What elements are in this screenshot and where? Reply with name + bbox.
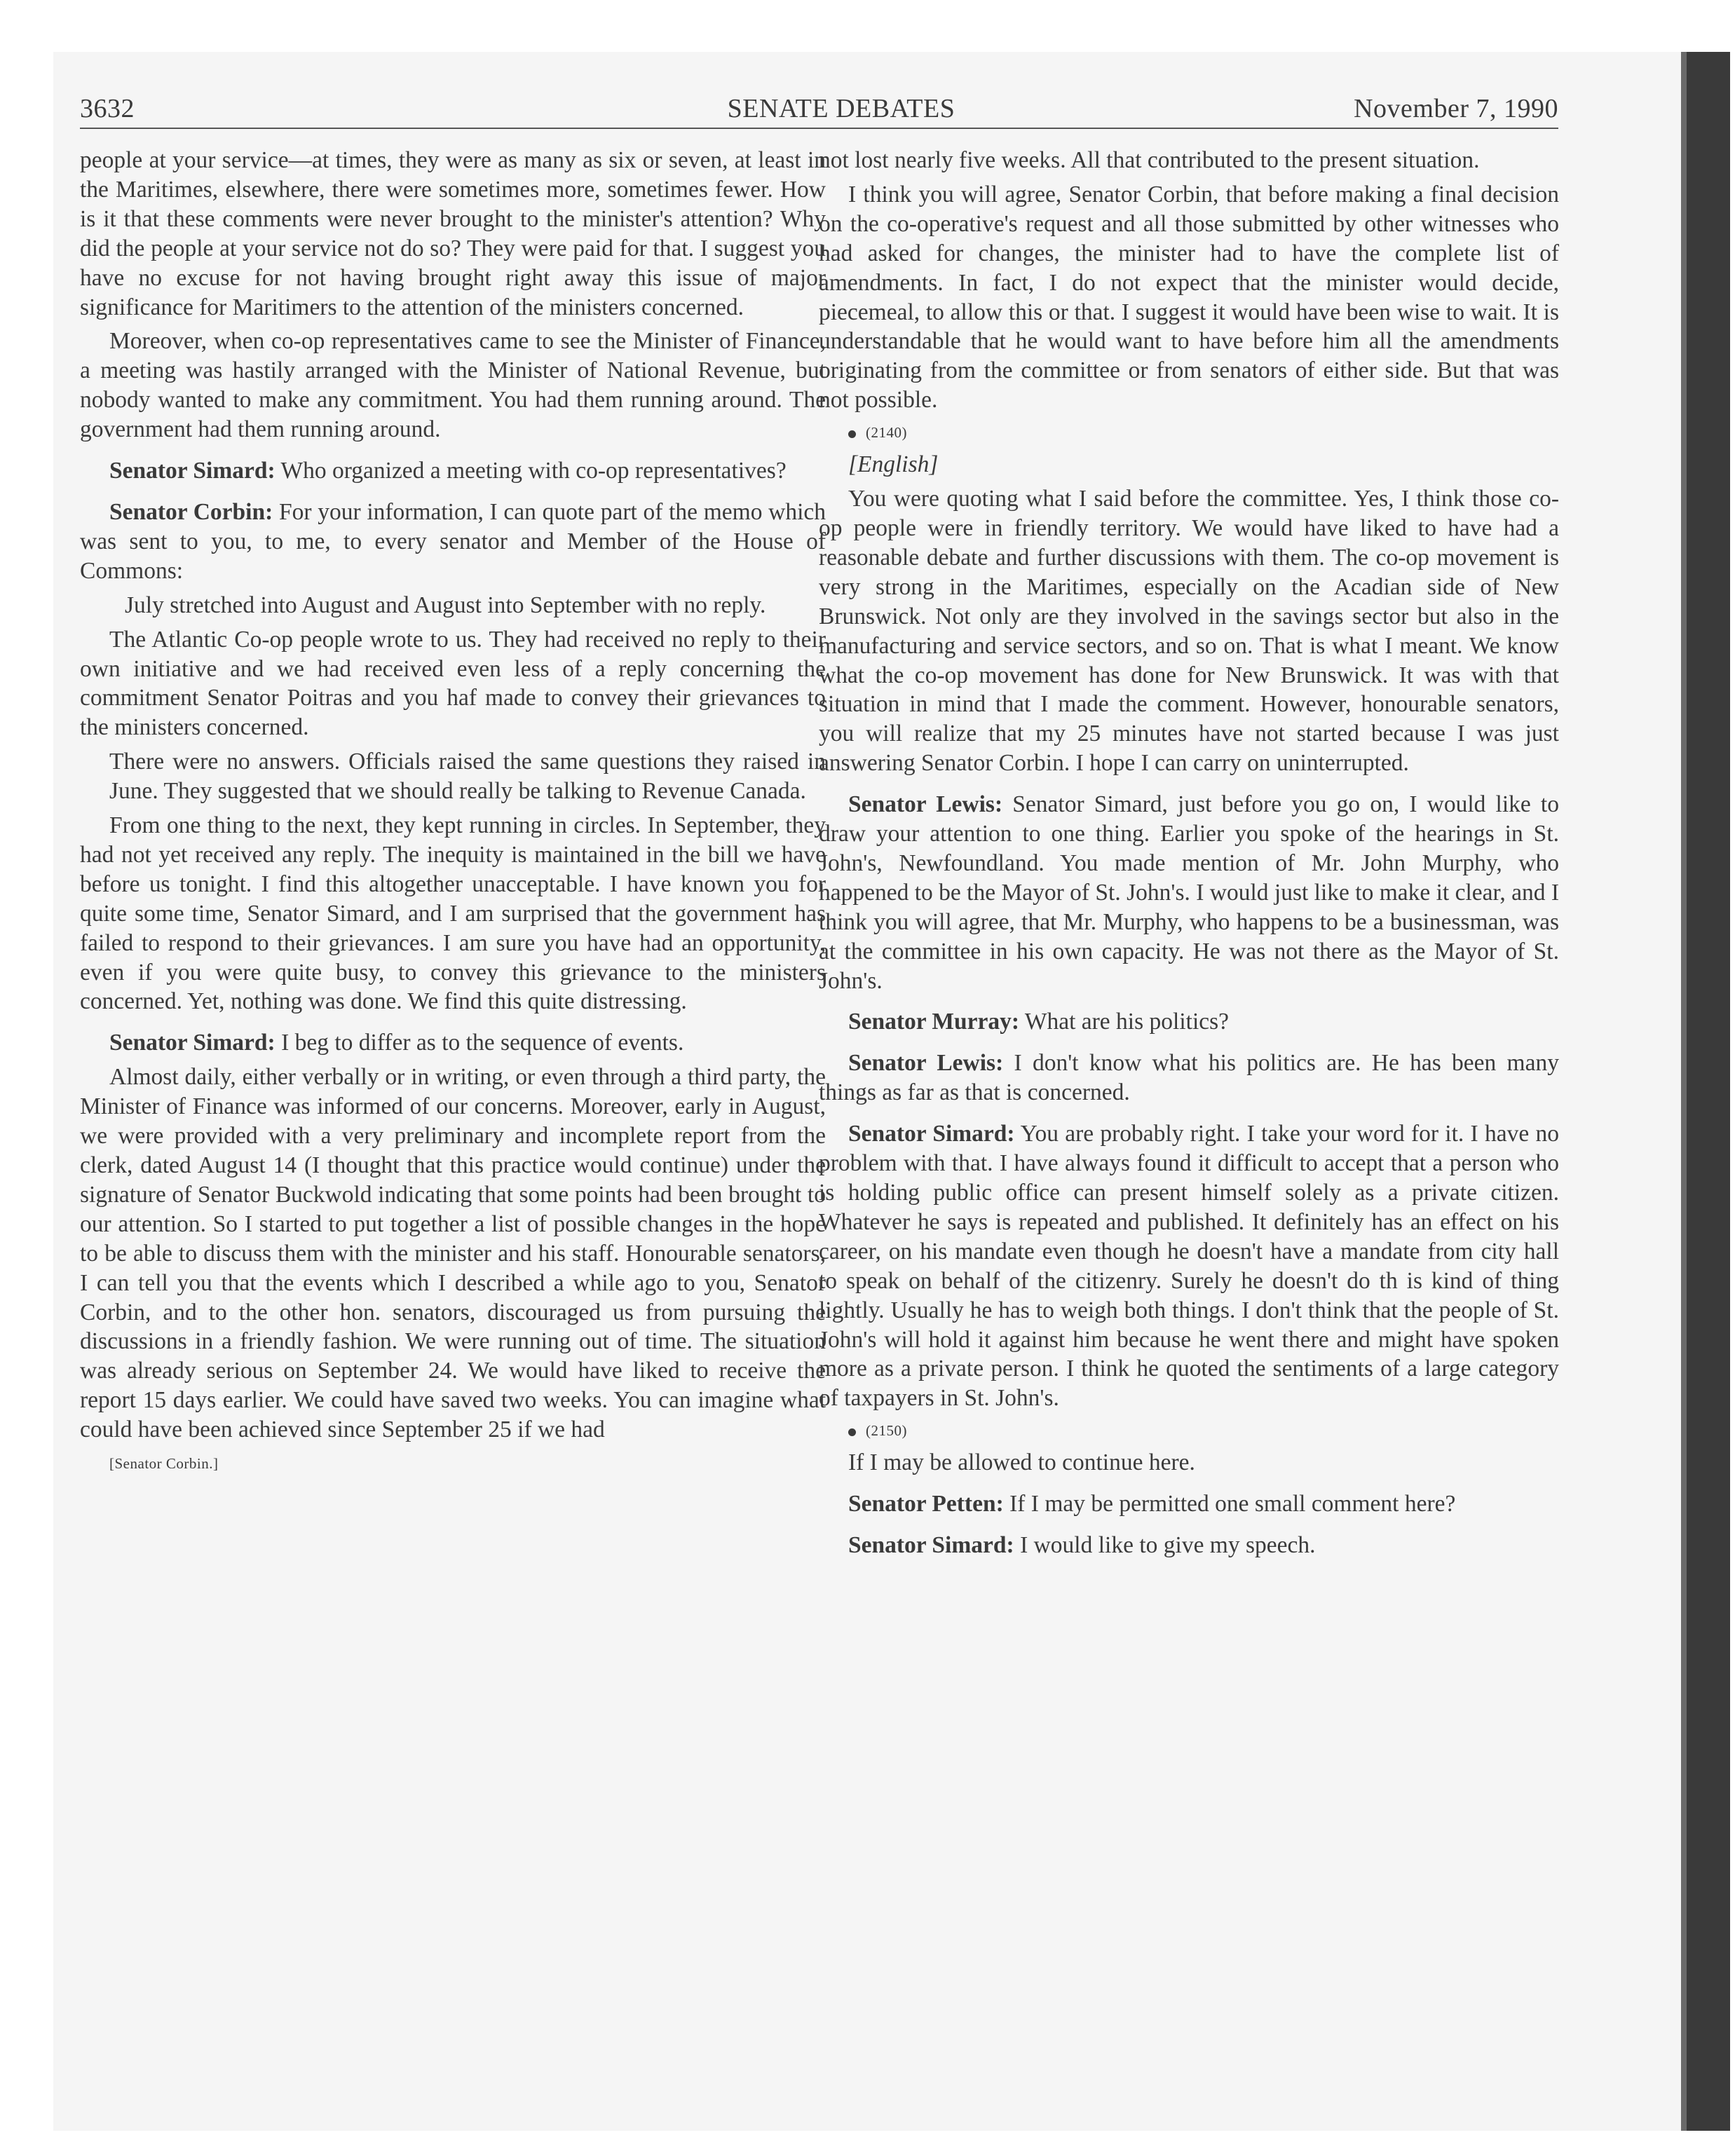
speech bbox=[819, 1489, 1559, 1519]
time-marker bbox=[819, 420, 1559, 445]
speech-text: For your information, I can quote part of the memo which was sent to you, to me, to every senator and Member of the House of Commons: bbox=[80, 498, 826, 584]
speaker-name: Senator Corbin: bbox=[109, 498, 273, 525]
speech bbox=[80, 498, 826, 586]
paragraph: The Atlantic Co-op people wrote to us. They had received no reply to their own initiative and we had received even less of a reply concerning the commitment Senator Poitras and you haf made to convey their grievances to the ministers concerned. bbox=[80, 626, 826, 741]
block-quote: There were no answers. Officials raised the same questions they raised in June. They suggested that we should really be talking to Revenue Canada. bbox=[109, 749, 826, 805]
speaker-name: Senator Lewis: bbox=[848, 1050, 1004, 1077]
bullet-icon bbox=[848, 430, 856, 438]
block-quote: July stretched into August and August into September with no reply. bbox=[125, 592, 766, 618]
header-rule bbox=[80, 128, 1558, 129]
speech bbox=[80, 456, 826, 486]
paragraph: Moreover, when co-op representatives came to see the Minister of Finance, a meeting was hastily arranged with the Minister of National Revenue, but nobody wanted to make any commitment. You had them running around. The government had them running around. bbox=[80, 328, 826, 443]
speaker-name: Senator Lewis: bbox=[848, 791, 1003, 818]
speaker-name: Senator Simard: bbox=[848, 1121, 1015, 1147]
speech-text: Who organized a meeting with co-op representatives? bbox=[280, 458, 787, 484]
speaker-name: Senator Petten: bbox=[848, 1491, 1004, 1517]
speaker-name: Senator Murray: bbox=[848, 1009, 1020, 1035]
speech-text: I beg to differ as to the sequence of events. bbox=[281, 1030, 684, 1056]
speech-text: If I may be permitted one small comment here? bbox=[1009, 1491, 1456, 1517]
paragraph: Almost daily, either verbally or in writing, or even through a third party, the Minister of Finance was informed of our concerns. Moreover, early in August, we were provided with a very preliminary and incomplete report from the clerk, dated August 14 (I thought that this practice would continue) under the signature of Senator Buckwold indicating that some points had been brought to our attention. So I started to put together a list of possible changes in the hope to be able to discuss them with the minister and his staff. Honourable senators, I can tell you that the events which I described a while ago to you, Senator Corbin, and to the other hon. senators, discouraged us from pursuing the discussions in a friendly fashion. We were running out of time. The situation was already serious on September 24. We would have liked to receive the report 15 days earlier. We could have saved two weeks. You can imagine what could have been achieved since September 25 if we had bbox=[80, 1064, 826, 1443]
language-marker: [English] bbox=[848, 451, 939, 478]
speaker-name: Senator Simard: bbox=[109, 1030, 275, 1056]
speech-text: Senator Simard, just before you go on, I would like to draw your attention to one thing. Earlier you spoke of the hearings in St. John's, Newfoundland. You made mention of Mr. John Murphy, who happened to be the Mayor of St. John's. I would just like to make it clear, and I think you will agree, that Mr. Murphy, who happens to be a businessman, was at the committee in his own capacity. He was not there as the Mayor of St. John's. bbox=[819, 791, 1559, 994]
speaker-name: Senator Simard: bbox=[848, 1532, 1014, 1559]
bullet-icon bbox=[848, 1428, 856, 1436]
paragraph: If I may be allowed to continue here. bbox=[848, 1449, 1195, 1476]
speech bbox=[819, 1049, 1559, 1107]
speech bbox=[819, 1007, 1559, 1037]
running-title: SENATE DEBATES bbox=[727, 94, 955, 123]
speech bbox=[819, 1531, 1559, 1560]
speech bbox=[819, 790, 1559, 995]
issue-date: November 7, 1990 bbox=[1354, 94, 1558, 123]
paragraph: I think you will agree, Senator Corbin, that before making a final decision on the co-operative's request and all those submitted by other witnesses who had asked for changes, the minister had to have the complete list of amendments. In fact, I do not expect that the minister would decide, piecemeal, to allow this or that. I suggest it would have been wise to wait. It is understandable that he would want to have before him all the amendments originating from the committee or from senators of either side. But that was not possible. bbox=[819, 181, 1559, 414]
speech-text: I don't know what his politics are. He has been many things as far as that is concerned. bbox=[819, 1050, 1559, 1106]
time-marker-text: (2140) bbox=[866, 424, 907, 442]
speech-text: You are probably right. I take your word for it. I have no problem with that. I have always found it difficult to accept that a person who is holding public office can present himself solely as a private citizen. Whatever he says is repeated and published. It definitely has an effect on his career, on his mandate even though he doesn't have a mandate from city hall to speak on behalf of the citizenry. Surely he doesn't do th is kind of thing lightly. Usually he has to weigh both things. I don't think that the people of St. John's will hold it against him because he went there and might have spoken more as a private person. I think he quoted the sentiments of a large category of taxpayers in St. John's. bbox=[819, 1121, 1559, 1412]
page-footnote: [Senator Corbin.] bbox=[109, 1455, 219, 1473]
speech bbox=[819, 1119, 1559, 1413]
time-marker bbox=[819, 1418, 1559, 1443]
right-column bbox=[819, 146, 1559, 1565]
left-column bbox=[80, 146, 826, 1484]
speech-text: I would like to give my speech. bbox=[1020, 1532, 1316, 1559]
paragraph: From one thing to the next, they kept running in circles. In September, they had not yet received any reply. The inequity is maintained in the bill we have before us tonight. I find this altogether unacceptable. I have known you for quite some time, Senator Simard, and I am surprised that the government has failed to respond to their grievances. I am sure you have had an opportunity, even if you were quite busy, to convey this grievance to the ministers concerned. Yet, nothing was done. We find this quite distressing. bbox=[80, 812, 826, 1015]
page-number: 3632 bbox=[80, 94, 135, 123]
speaker-name: Senator Simard: bbox=[109, 458, 275, 484]
speech bbox=[80, 1028, 826, 1058]
time-marker-text: (2150) bbox=[866, 1422, 907, 1440]
paragraph: You were quoting what I said before the committee. Yes, I think those co-op people were in friendly territory. We would have liked to have had a reasonable debate and further discussions with them. The co-op movement is very strong in the Maritimes, especially on the Acadian side of New Brunswick. Not only are they involved in the savings sector but also in the manufacturing and service sectors, and so on. That is what I meant. We know what the co-op movement has done for New Brunswick. It was with that situation in mind that I made the comment. However, honourable senators, you will realize that my 25 minutes have not started because I was just answering Senator Corbin. I hope I can carry on uninterrupted. bbox=[819, 486, 1559, 777]
scan-border-strip bbox=[1681, 52, 1730, 2131]
paragraph: not lost nearly five weeks. All that contributed to the present situation. bbox=[819, 147, 1480, 173]
paragraph: people at your service—at times, they were as many as six or seven, at least in the Maritimes, elsewhere, there were sometimes more, sometimes fewer. How is it that these comments were never brought to the minister's attention? Why did the people at your service not do so? They were paid for that. I suggest you have no excuse for not having brought right away this issue of major significance for Maritimers to the attention of the ministers concerned. bbox=[80, 147, 826, 320]
speech-text: What are his politics? bbox=[1024, 1009, 1230, 1035]
